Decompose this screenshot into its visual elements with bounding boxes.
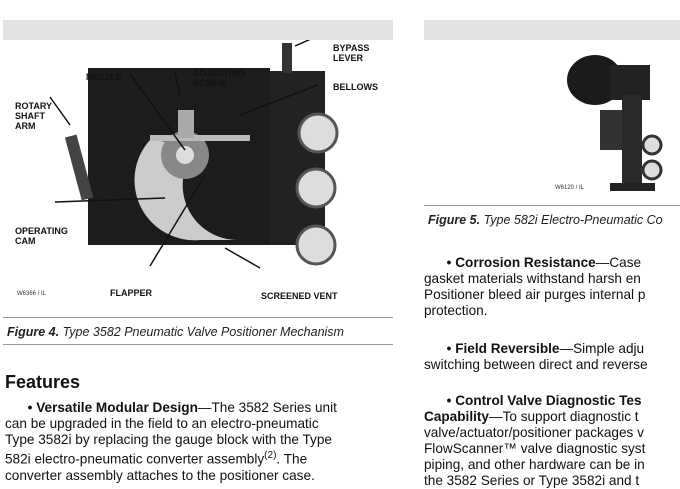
feature-title: • Corrosion Resistance [446, 255, 596, 270]
label-adjusting-screw: ADJUSTING SCREW [193, 68, 246, 88]
figure4-caption-rule-bottom [3, 344, 393, 345]
footnote-ref[interactable]: (2) [264, 450, 277, 461]
figure4-header-bar [3, 20, 393, 40]
feature-text: the 3582 Series or Type 3582i and t [424, 473, 640, 488]
feature-text: Positioner bleed air purges internal p [424, 287, 646, 302]
feature-title: • Field Reversible [446, 341, 560, 356]
label-operating-cam: OPERATING CAM [15, 226, 68, 246]
label-nozzle: NOZZLE [86, 72, 122, 82]
feature-text: protection. [424, 303, 488, 318]
figure5-caption [428, 213, 663, 227]
feature-text: FlowScanner™ valve diagnostic syst [424, 441, 646, 456]
figure5-converter-photo [540, 45, 680, 195]
figure4-photo-id: W6366 / IL [17, 291, 47, 297]
figure4-caption-number: Figure 4. [7, 325, 60, 339]
feature-diagnostic-testing [424, 393, 645, 489]
label-screened-vent: SCREENED VENT [261, 291, 338, 301]
figure4-caption-text: Type 3582 Pneumatic Valve Positioner Mechanism [62, 325, 344, 339]
feature-text: valve/actuator/positioner packages v [424, 425, 644, 440]
figure4-caption-rule-top [3, 317, 393, 318]
figure5-caption-rule-top [424, 205, 680, 206]
figure5-caption-text: Type 582i Electro-Pneumatic Co [483, 213, 663, 227]
figure5-caption-number: Figure 5. [428, 213, 481, 227]
label-flapper: FLAPPER [110, 288, 153, 298]
feature-text: piping, and other hardware can be in [424, 457, 645, 472]
feature-title: • Control Valve Diagnostic Tes [446, 393, 642, 408]
feature-text: 582i electro-pneumatic converter assembly [5, 451, 265, 467]
feature-text: —Simple adju [559, 341, 645, 356]
feature-title: Capability [424, 409, 489, 424]
label-bellows: BELLOWS [333, 82, 378, 92]
label-rotary-shaft-arm: ROTARY SHAFT ARM [15, 101, 52, 131]
feature-text: —To support diagnostic t [488, 409, 639, 424]
feature-text: . The [276, 451, 308, 467]
feature-title: • Versatile Modular Design [27, 400, 198, 415]
feature-text: —Case [595, 255, 642, 270]
feature-text: gasket materials withstand harsh en [424, 271, 641, 286]
figure4-caption [7, 325, 344, 339]
feature-text: switching between direct and reverse [424, 357, 648, 372]
figure5-header-bar [424, 20, 680, 40]
feature-text: converter assembly attaches to the positioner case. [5, 467, 315, 483]
feature-text: —The 3582 Series unit [197, 400, 337, 415]
feature-corrosion-resistance [424, 255, 645, 319]
feature-text: Type 3582i by replacing the gauge block with the Type [5, 432, 332, 447]
figure5-photo-id: W6120 / IL [555, 185, 585, 191]
feature-text: can be upgraded in the field to an electro-pneumatic [5, 416, 319, 431]
feature-versatile-modular-design [5, 400, 337, 484]
feature-field-reversible [424, 341, 648, 373]
label-bypass-lever: BYPASS LEVER [333, 43, 370, 63]
features-heading: Features [5, 372, 81, 392]
